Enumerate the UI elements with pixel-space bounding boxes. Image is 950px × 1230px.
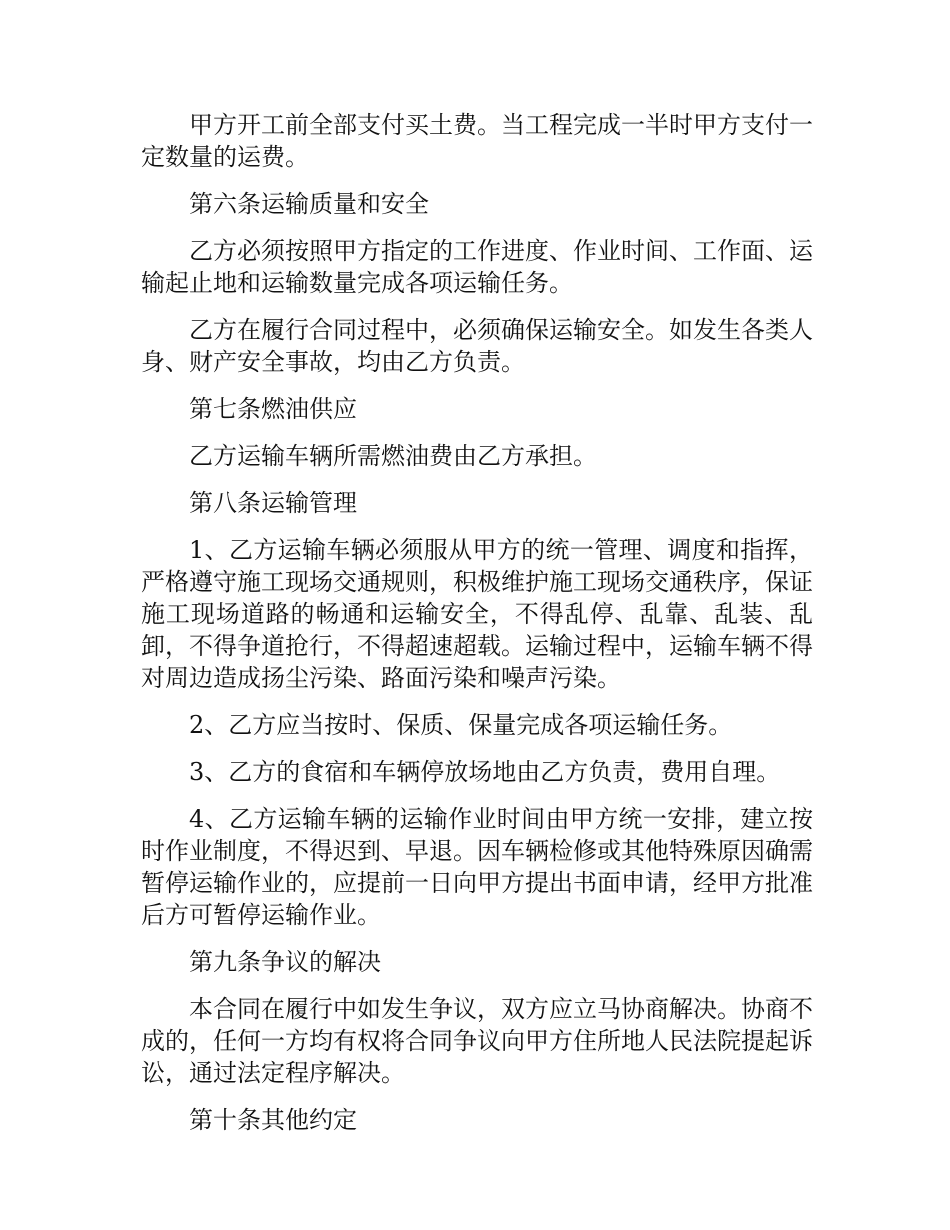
heading-article-9: 第九条争议的解决 (189, 948, 381, 976)
heading-article-7: 第七条燃油供应 (189, 395, 357, 423)
paragraph-transport-safety: 乙方在履行合同过程中，必须确保运输安全。如发生各类人身、财产安全事故，均由乙方负责。 (141, 316, 813, 376)
paragraph-fuel-cost: 乙方运输车辆所需燃油费由乙方承担。 (189, 442, 597, 470)
heading-article-6: 第六条运输质量和安全 (189, 190, 429, 218)
paragraph-payment-terms: 甲方开工前全部支付买土费。当工程完成一半时甲方支付一定数量的运费。 (141, 111, 813, 171)
paragraph-management-item-1: 1、乙方运输车辆必须服从甲方的统一管理、调度和指挥，严格遵守施工现场交通规则，积极维护施工现场交通秩序，保证施工现场道路的畅通和运输安全，不得乱停、乱靠、乱装、乱卸，不得争道抢行，不得超速超载。运输过程中，运输车辆不得对周边造成扬尘污染、路面污染和噪声污染。 (141, 536, 813, 692)
heading-article-8: 第八条运输管理 (189, 489, 357, 517)
paragraph-management-item-4: 4、乙方运输车辆的运输作业时间由甲方统一安排，建立按时作业制度，不得迟到、早退。因车辆检修或其他特殊原因确需暂停运输作业的，应提前一日向甲方提出书面申请，经甲方批准后方可暂停运输作业。 (141, 805, 813, 929)
paragraph-management-item-3: 3、乙方的食宿和车辆停放场地由乙方负责，费用自理。 (189, 758, 781, 786)
paragraph-transport-schedule: 乙方必须按照甲方指定的工作进度、作业时间、工作面、运输起止地和运输数量完成各项运输任务。 (141, 237, 813, 297)
paragraph-management-item-2: 2、乙方应当按时、保质、保量完成各项运输任务。 (189, 711, 733, 739)
document-body (141, 109, 813, 1151)
paragraph-dispute-resolution: 本合同在履行中如发生争议，双方应立马协商解决。协商不成的，任何一方均有权将合同争议向甲方住所地人民法院提起诉讼，通过法定程序解决。 (141, 995, 813, 1087)
heading-article-10: 第十条其他约定 (189, 1106, 357, 1134)
